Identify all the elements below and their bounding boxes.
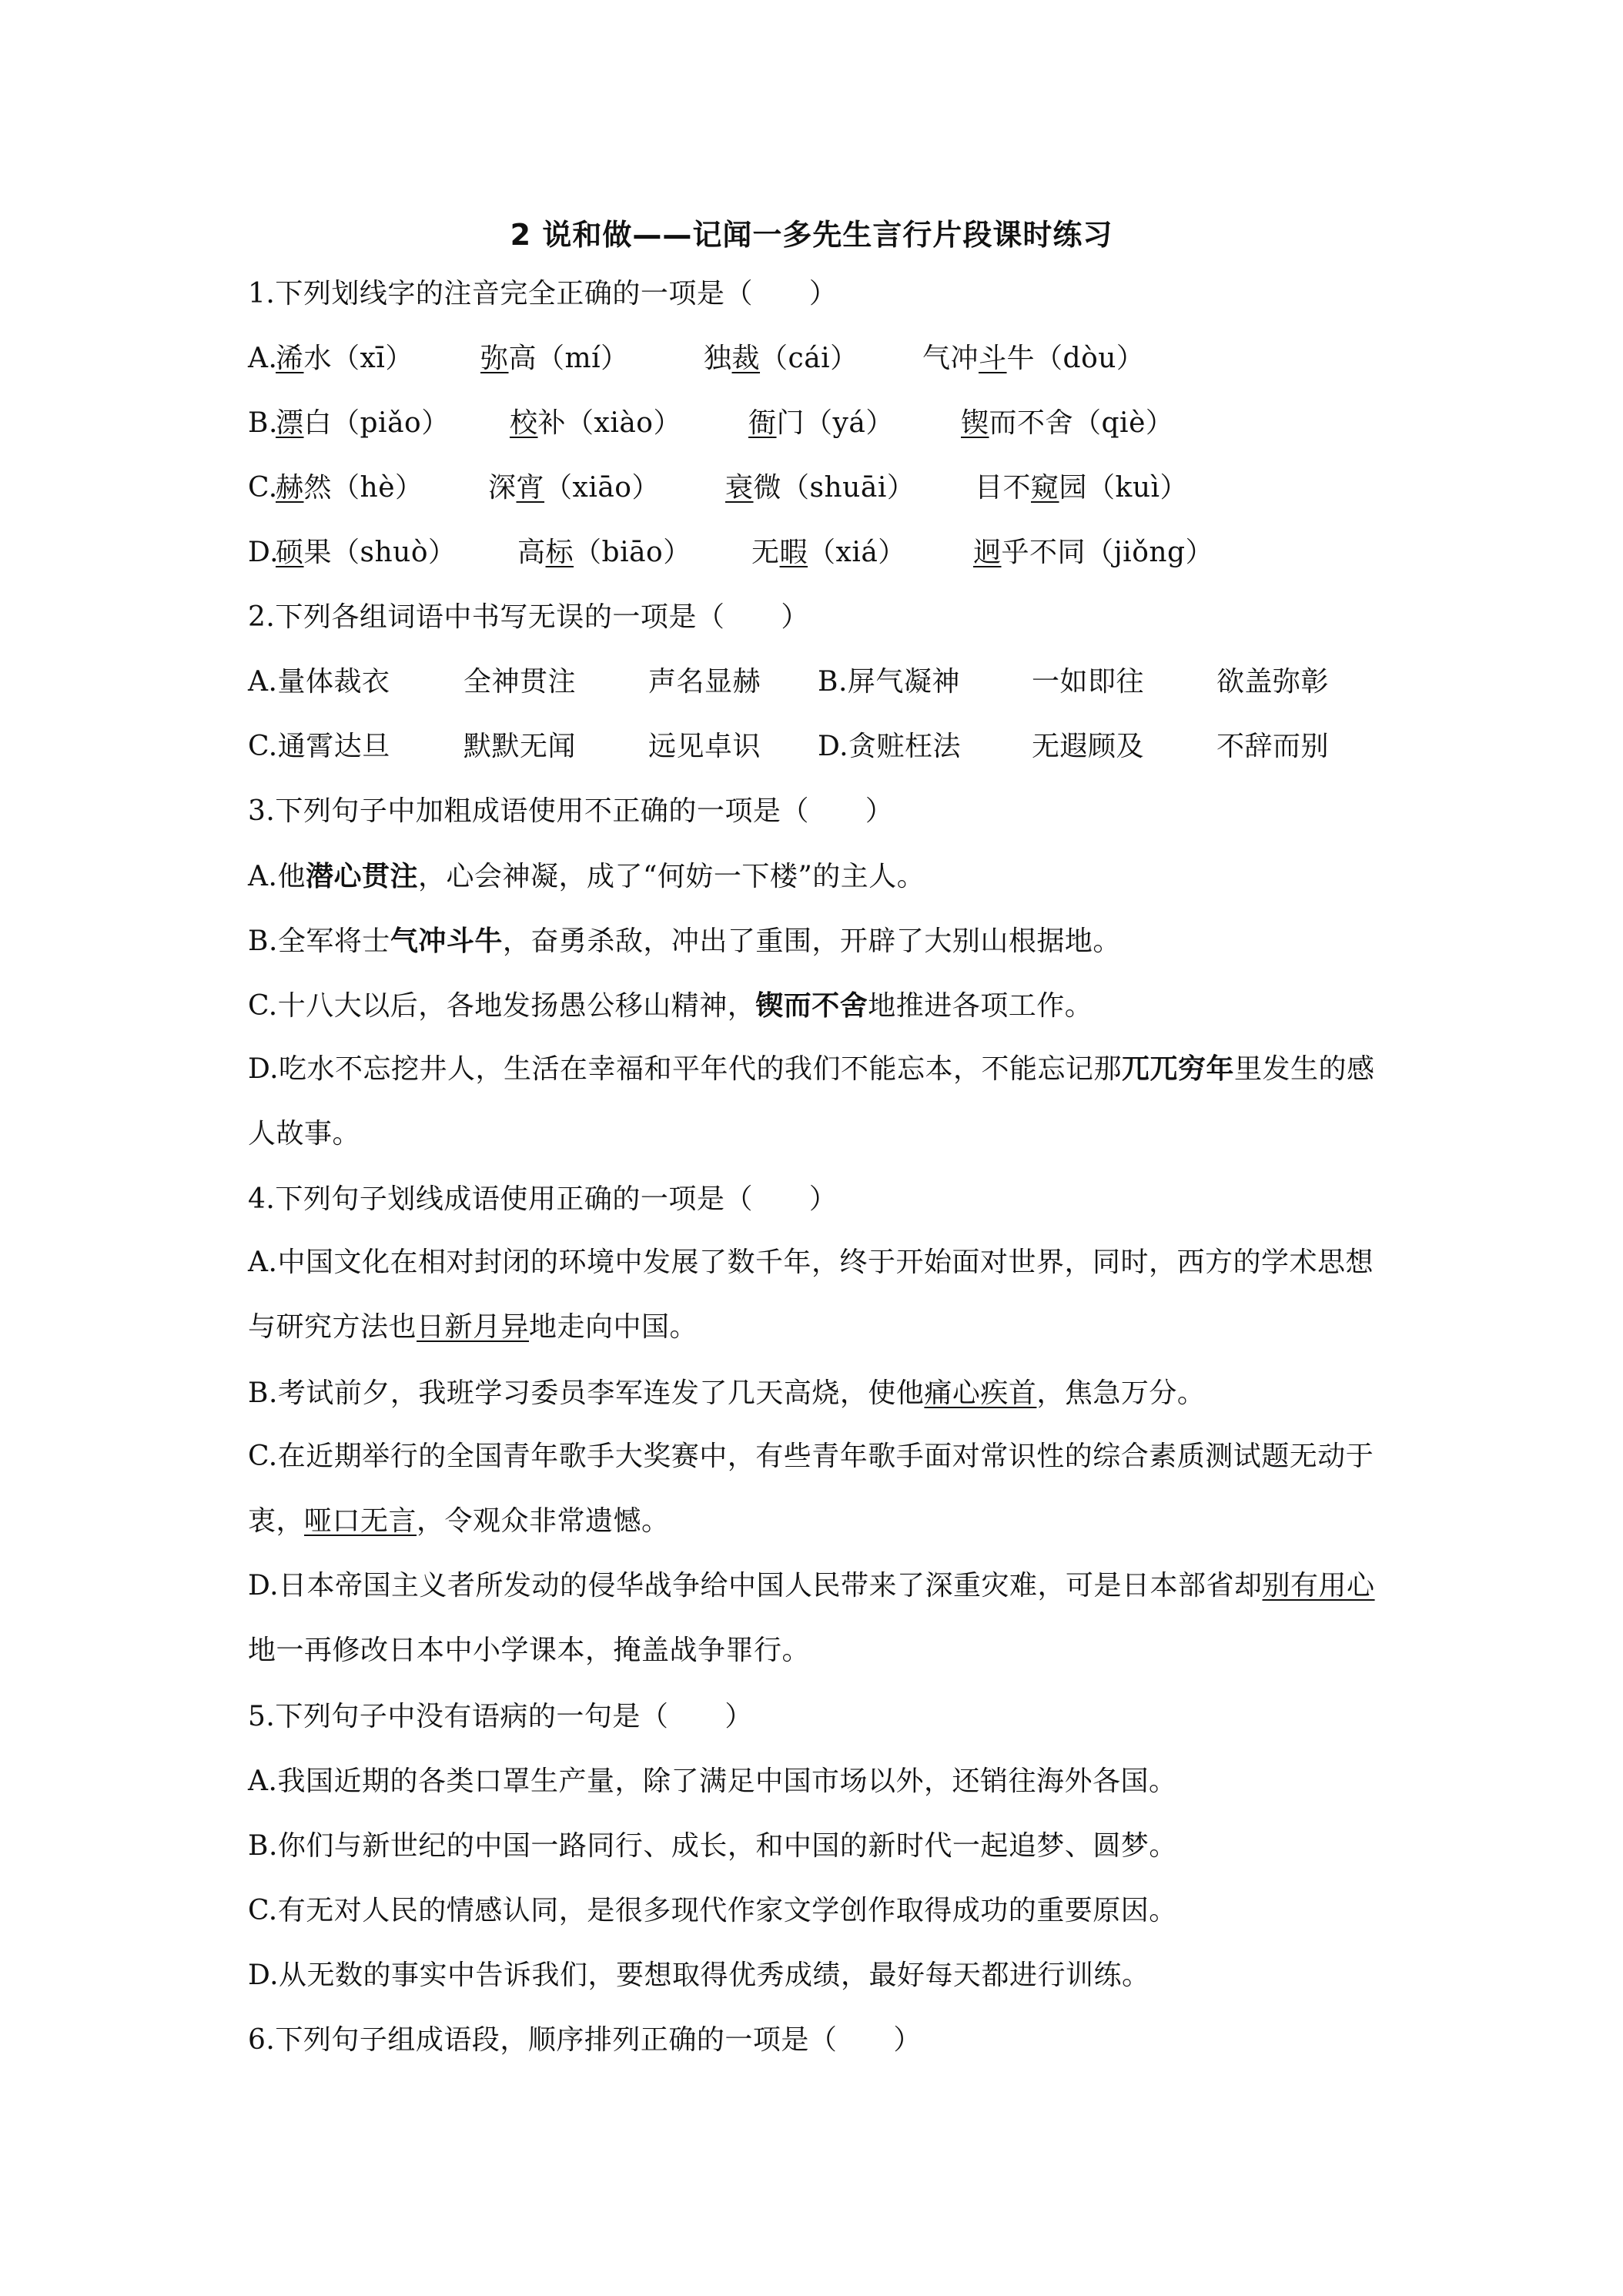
- q2-word: C.通霄达旦: [248, 731, 390, 762]
- q6-stem: 6.下列句子组成语段，顺序排列正确的一项是（ ）: [248, 2024, 922, 2056]
- q4-stem: 4.下列句子划线成语使用正确的一项是（ ）: [248, 1183, 838, 1215]
- q1-option-a: [248, 340, 1387, 377]
- q2-word: A.量体裁衣: [248, 666, 390, 698]
- q3-option-a: A.他潜心贯注，心会神凝，成了“何妨一下楼”的主人。: [248, 860, 925, 892]
- q1-c-item-1: 赫然（hè）: [276, 472, 423, 504]
- q2-row-1: [248, 664, 1387, 701]
- q2-word: 不辞而别: [1216, 731, 1330, 762]
- q5-stem: 5.下列句子中没有语病的一句是（ ）: [248, 1701, 753, 1732]
- q3-option-d: D.吃水不忘挖井人，生活在幸福和平年代的我们不能忘本，不能忘记那兀兀穷年里发生的感人故事。: [248, 1053, 1375, 1150]
- q1-option-d: [248, 534, 1387, 571]
- q1-a-label: A.: [248, 343, 278, 374]
- q1-c-item-4: 目不窥园（kuì）: [975, 472, 1189, 504]
- q1-c-label: C.: [248, 472, 278, 504]
- q1-d-item-4: 迥乎不同（jiǒng）: [973, 537, 1214, 568]
- q3-option-c: C.十八大以后，各地发扬愚公移山精神，锲而不舍地推进各项工作。: [248, 989, 1093, 1022]
- q1-b-item-1: 漂白（piǎo）: [276, 407, 450, 439]
- q1-option-c: [248, 470, 1387, 507]
- q1-b-item-3: 衙门（yá）: [748, 407, 894, 439]
- q2-word: B.屏气凝神: [818, 666, 960, 698]
- q2-word: 欲盖弥彰: [1216, 666, 1330, 698]
- q1-d-item-2: 高标（biāo）: [517, 537, 691, 568]
- q1-option-b: [248, 405, 1387, 442]
- q4-option-b: B.考试前夕，我班学习委员李军连发了几天高烧，使他痛心疾首，焦急万分。: [248, 1377, 1206, 1409]
- q4-option-d: D.日本帝国主义者所发动的侵华战争给中国人民带来了深重灾难，可是日本部省却别有用心地一再修改日本中小学课本，掩盖战争罪行。: [248, 1570, 1375, 1666]
- q2-word: 默默无闻: [463, 731, 577, 762]
- q3-option-b: B.全军将士气冲斗牛，奋勇杀敌，冲出了重围，开辟了大别山根据地。: [248, 925, 1121, 957]
- q1-d-item-3: 无暇（xiá）: [751, 537, 906, 568]
- q1-c-item-2: 深宵（xiāo）: [488, 472, 660, 504]
- q2-word: 声名显赫: [648, 666, 761, 698]
- q2-word: D.贪赃枉法: [818, 731, 962, 762]
- q1-b-item-4: 锲而不舍（qiè）: [961, 407, 1174, 439]
- q1-d-item-1: 硕果（shuò）: [276, 537, 457, 568]
- page-title: 2 说和做——记闻一多先生言行片段课时练习: [510, 218, 1113, 252]
- q2-word: 远见卓识: [648, 731, 761, 762]
- q5-option-d: D.从无数的事实中告诉我们，要想取得优秀成绩，最好每天都进行训练。: [248, 1960, 1150, 1991]
- q3-stem: 3.下列句子中加粗成语使用不正确的一项是（ ）: [248, 795, 894, 827]
- q2-word: 无遐顾及: [1032, 731, 1145, 762]
- q4-option-c: C.在近期举行的全国青年歌手大奖赛中，有些青年歌手面对常识性的综合素质测试题无动于衷，哑口无言，令观众非常遗憾。: [248, 1441, 1374, 1537]
- q1-a-item-1: 浠水（xī）: [276, 343, 413, 374]
- q5-option-c: C.有无对人民的情感认同，是很多现代作家文学创作取得成功的重要原因。: [248, 1895, 1177, 1926]
- q4-option-a: A.中国文化在相对封闭的环境中发展了数千年，终于开始面对世界，同时，西方的学术思想与研究方法也日新月异地走向中国。: [248, 1247, 1374, 1343]
- q1-stem: 1.下列划线字的注音完全正确的一项是（ ）: [248, 278, 838, 310]
- q1-a-item-2: 弥高（mí）: [480, 343, 629, 374]
- q5-option-a: A.我国近期的各类口罩生产量，除了满足中国市场以外，还销往海外各国。: [248, 1766, 1177, 1797]
- q5-option-b: B.你们与新世纪的中国一路同行、成长，和中国的新时代一起追梦、圆梦。: [248, 1830, 1177, 1862]
- q1-a-item-3: 独裁（cái）: [704, 343, 858, 374]
- q1-b-label: B.: [248, 407, 278, 439]
- q1-a-item-4: 气冲斗牛（dòu）: [922, 343, 1145, 374]
- q1-b-item-2: 校补（xiào）: [510, 407, 681, 439]
- q1-d-label: D.: [248, 537, 279, 568]
- q2-word: 一如即往: [1032, 666, 1145, 698]
- q2-row-2: [248, 728, 1387, 765]
- q2-stem: 2.下列各组词语中书写无误的一项是（ ）: [248, 601, 809, 633]
- q1-c-item-3: 衰微（shuāi）: [725, 472, 915, 504]
- q2-word: 全神贯注: [463, 666, 577, 698]
